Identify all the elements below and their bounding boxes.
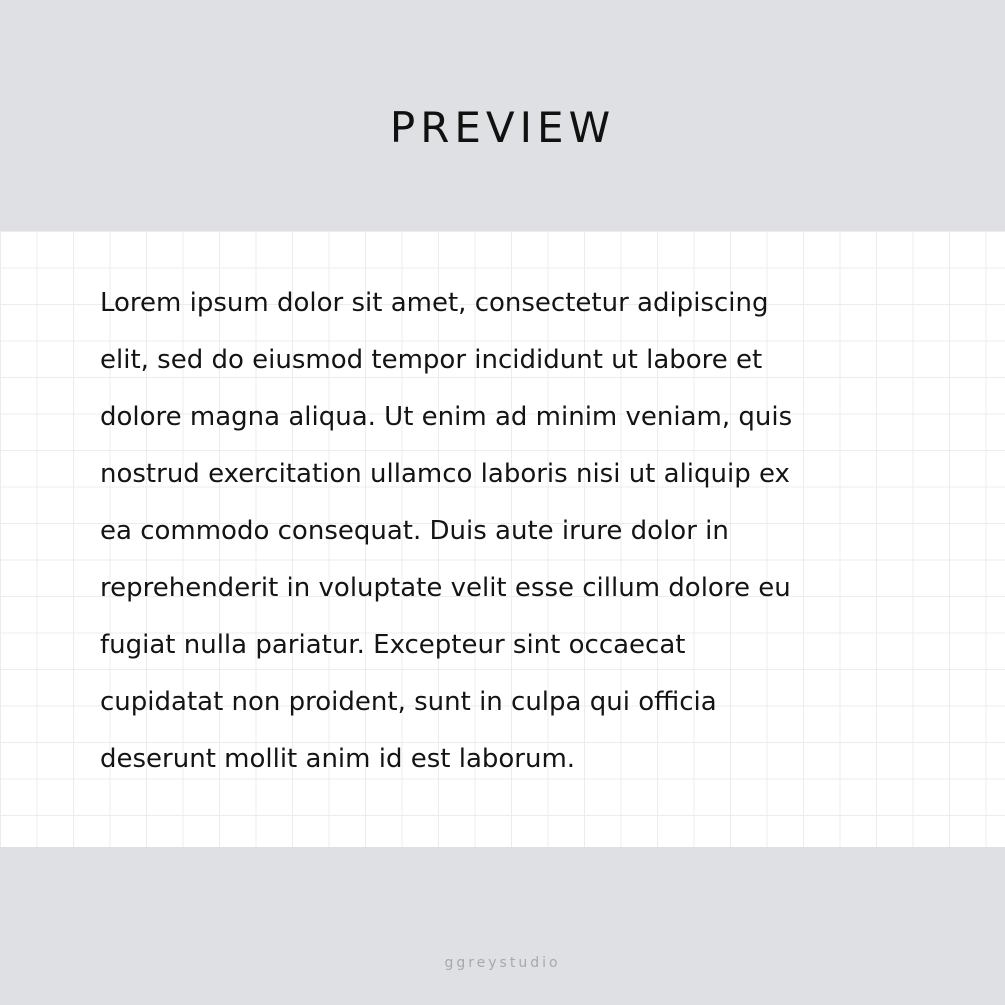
body-line: nostrud exercitation ullamco laboris nisi ut aliquip ex [100, 459, 790, 489]
body-line: Lorem ipsum dolor sit amet, consectetur adipiscing [100, 288, 769, 318]
page-title: PREVIEW [389, 103, 616, 152]
studio-credit: ggreystudio [444, 955, 561, 971]
body-line: dolore magna aliqua. Ut enim ad minim veniam, quis [100, 402, 793, 432]
body-line: cupidatat non proident, sunt in culpa qui officia [100, 687, 717, 717]
body-line: deserunt mollit anim id est laborum. [100, 744, 576, 774]
body-line: elit, sed do eiusmod tempor incididunt ut labore et [100, 345, 763, 375]
body-line: fugiat nulla pariatur. Excepteur sint occaecat [100, 630, 686, 660]
body-line: reprehenderit in voluptate velit esse cillum dolore eu [100, 573, 791, 603]
body-text [100, 275, 920, 788]
body-line: ea commodo consequat. Duis aute irure dolor in [100, 516, 729, 546]
